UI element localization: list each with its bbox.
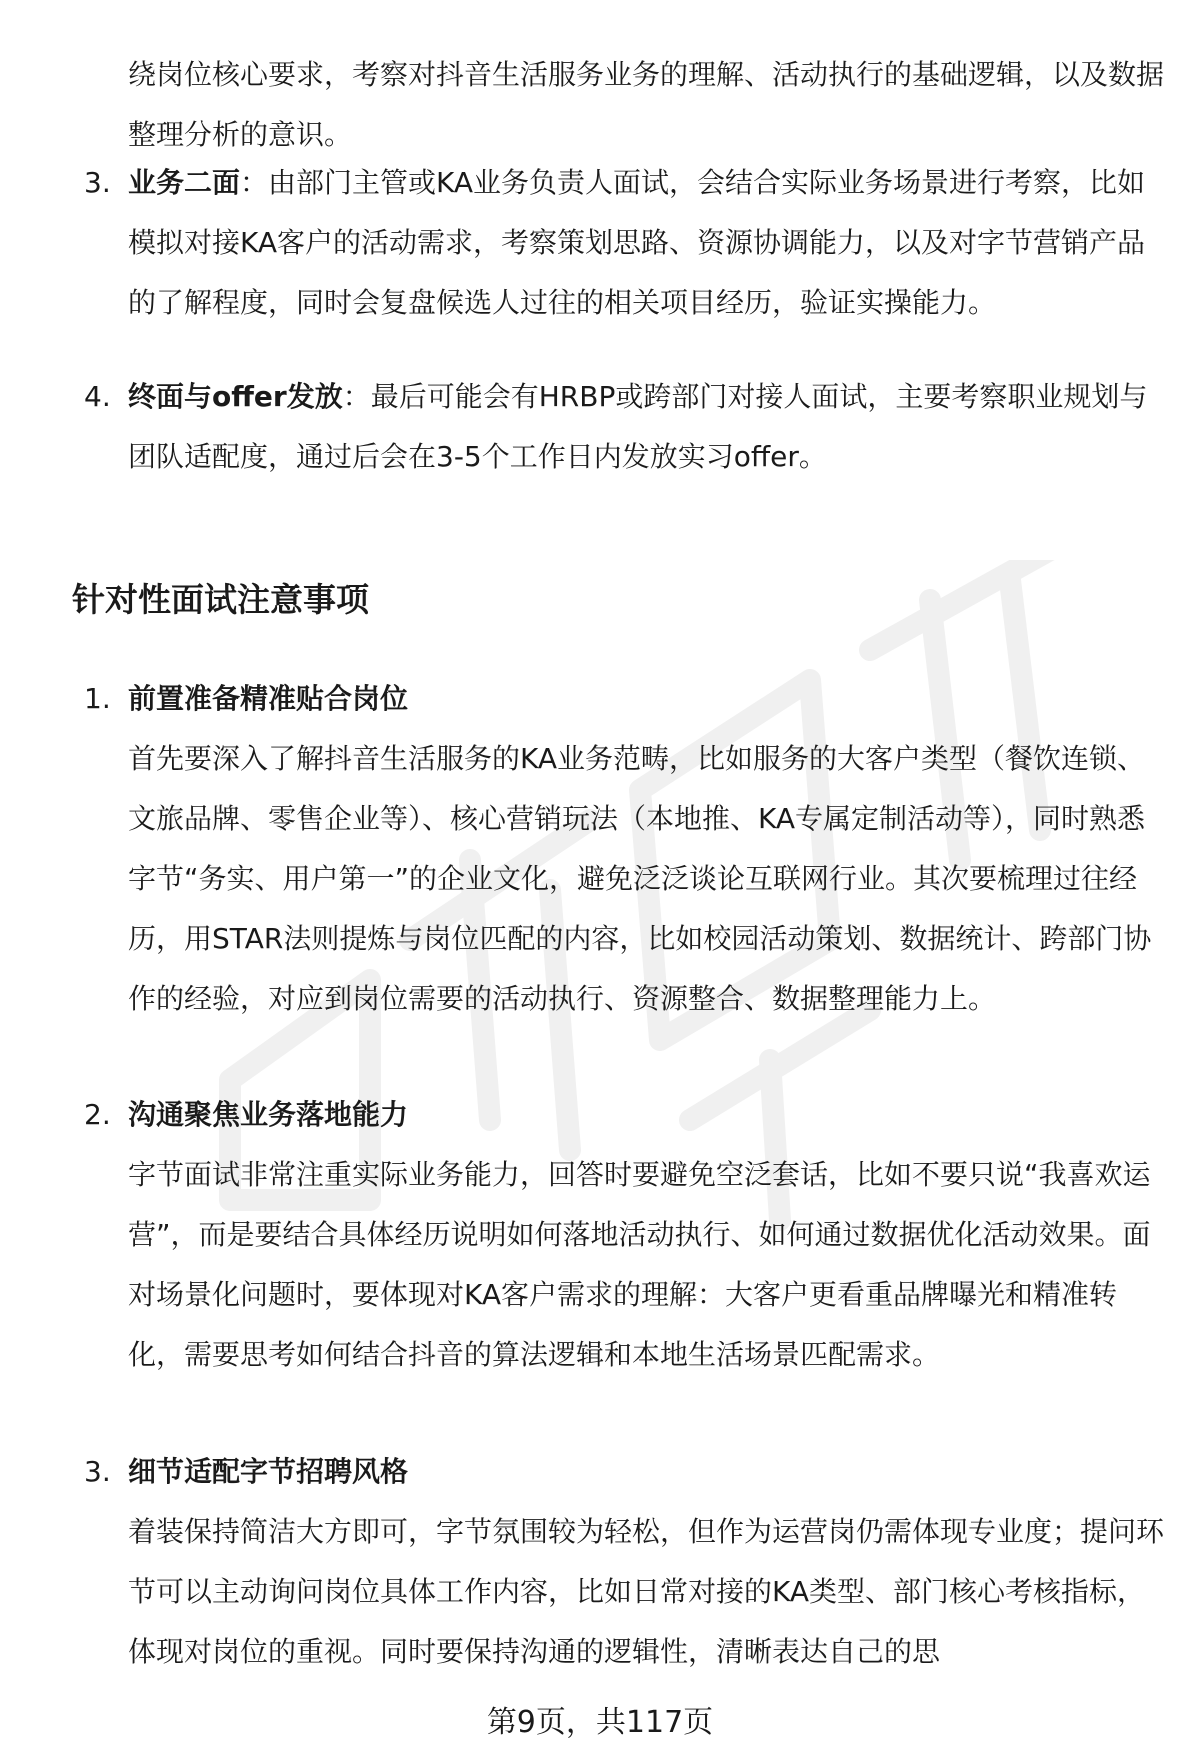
tip-title: 沟通聚焦业务落地能力 <box>128 1098 409 1131</box>
process-item-title: 业务二面 <box>128 166 241 199</box>
tip-title: 细节适配字节招聘风格 <box>128 1455 409 1488</box>
process-item-text <box>128 367 1168 487</box>
tip-body: 首先要深入了解抖音生活服务的KA业务范畴，比如服务的大客户类型（餐饮连锁、文旅品牌、零售企业等）、核心营销玩法（本地推、KA专属定制活动等），同时熟悉字节“务实、用户第一”的企业文化，避免泛泛谈论互联网行业。其次要梳理过往经历，用STAR法则提炼与岗位匹配的内容，比如校园活动策划、数据统计、跨部门协作的经验，对应到岗位需要的活动执行、资源整合、数据整理能力上。 <box>128 742 1152 1015</box>
section-heading: 针对性面试注意事项 <box>72 580 369 619</box>
process-item-description: ：最后可能会有HRBP或跨部门对接人面试，主要考察职业规划与团队适配度，通过后会在3-5个工作日内发放实习offer。 <box>128 380 1148 473</box>
tip-body: 字节面试非常注重实际业务能力，回答时要避免空泛套话，比如不要只说“我喜欢运营”，而是要结合具体经历说明如何落地活动执行、如何通过数据优化活动效果。面对场景化问题时，要体现对KA客户需求的理解：大客户更看重品牌曝光和精准转化，需要思考如何结合抖音的算法逻辑和本地生活场景匹配需求。 <box>128 1158 1151 1371</box>
list-number: 1. <box>84 682 111 715</box>
process-item-title: 终面与offer发放 <box>128 380 343 413</box>
process-item-description: ：由部门主管或KA业务负责人面试，会结合实际业务场景进行考察，比如模拟对接KA客户的活动需求，考察策划思路、资源协调能力，以及对字节营销产品的了解程度，同时会复盘候选人过往的相关项目经历，验证实操能力。 <box>128 166 1146 319</box>
process-item-text <box>128 153 1168 333</box>
list-number: 4. <box>84 380 111 413</box>
intro-continuation: 绕岗位核心要求，考察对抖音生活服务业务的理解、活动执行的基础逻辑，以及数据整理分析的意识。 <box>128 58 1165 151</box>
tip-body: 着装保持简洁大方即可，字节氛围较为轻松，但作为运营岗仍需体现专业度；提问环节可以主动询问岗位具体工作内容，比如日常对接的KA类型、部门核心考核指标，体现对岗位的重视。同时要保持沟通的逻辑性，清晰表达自己的思 <box>128 1515 1165 1668</box>
list-number: 3. <box>84 166 111 199</box>
page-footer: 第9页，共117页 <box>486 1705 714 1740</box>
tip-title: 前置准备精准贴合岗位 <box>128 682 409 715</box>
list-number: 3. <box>84 1455 111 1488</box>
list-number: 2. <box>84 1098 111 1131</box>
